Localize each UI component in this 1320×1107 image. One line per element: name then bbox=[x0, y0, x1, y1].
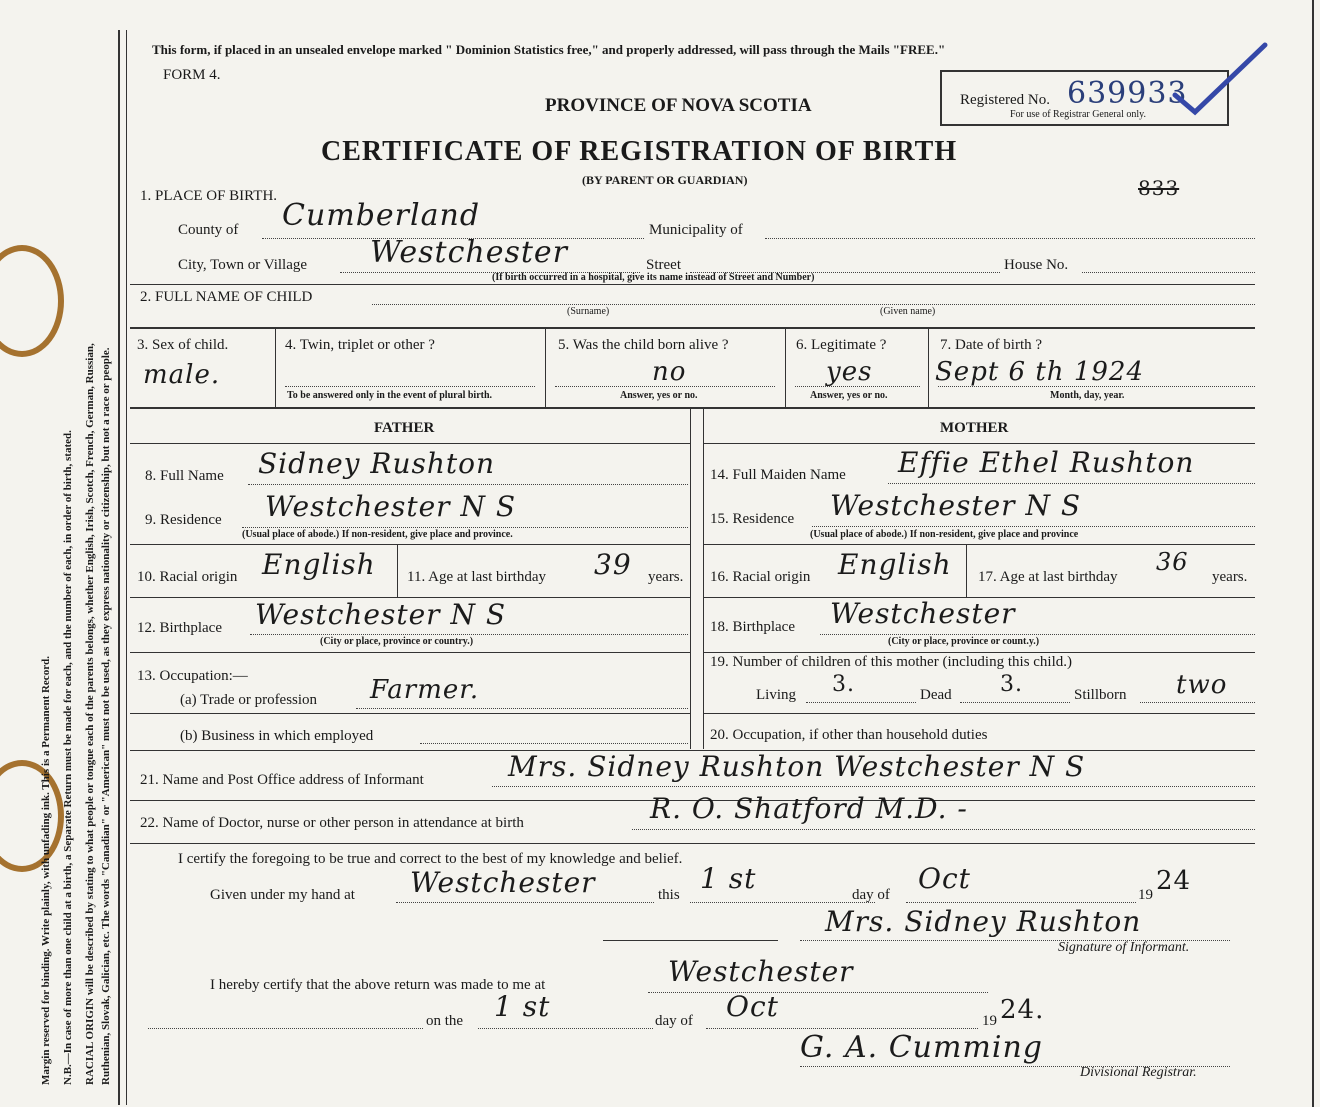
mother-racial-value: English bbox=[838, 548, 952, 581]
mother-name-dots bbox=[888, 483, 1255, 484]
margin-note-4: Ruthenian, Slovak, Galician, etc. The words "Canadian" or "American" must not be used, as they express nationality or citizenship, but not a race or people. bbox=[100, 347, 112, 1085]
mother-birthplace-value: Westchester bbox=[830, 597, 1016, 630]
father-residence-note: (Usual place of abode.) If non-resident, give place and province. bbox=[242, 529, 513, 540]
registrar-place: Westchester bbox=[668, 955, 854, 988]
father-trade-dots bbox=[356, 708, 688, 709]
on-the-label: on the bbox=[426, 1013, 464, 1029]
divider-parents bbox=[130, 407, 1255, 409]
sex-value: male. bbox=[143, 360, 221, 390]
cert-day-dots bbox=[690, 902, 875, 903]
binding-hole-bottom bbox=[0, 760, 64, 872]
father-occupation-label: 13. Occupation:— bbox=[137, 668, 248, 684]
father-birthplace-label: 12. Birthplace bbox=[137, 620, 222, 636]
mother-residence-note: (Usual place of abode.) If non-resident, give place and province bbox=[810, 529, 1079, 540]
mother-birthplace-dots bbox=[820, 634, 1255, 635]
father-business-dots bbox=[420, 743, 688, 744]
informant-dots bbox=[492, 786, 1255, 787]
binding-hole-top bbox=[0, 245, 64, 357]
mother-birthplace-note: (City or place, province or count.y.) bbox=[888, 636, 1040, 647]
father-rule-4 bbox=[130, 713, 690, 714]
margin-note-3: RACIAL ORIGIN will be described by stating to what people or tongue each of the parents belongs, whether English, Irish, Scotch, French, German, Russian, bbox=[84, 343, 96, 1085]
registrar-day-of-label: day of bbox=[655, 1013, 693, 1029]
given-name-note: (Given name) bbox=[880, 306, 936, 317]
mother-racial-divider bbox=[966, 545, 967, 597]
divider-2 bbox=[130, 284, 1255, 285]
twin-dots bbox=[285, 386, 535, 387]
sex-label: 3. Sex of child. bbox=[137, 337, 229, 353]
v-divider-3d bbox=[928, 329, 929, 407]
legitimate-note: Answer, yes or no. bbox=[810, 390, 888, 401]
crossed-number: 833 bbox=[1138, 176, 1180, 200]
v-divider-3c bbox=[785, 329, 786, 407]
place-of-birth-label: 1. PLACE OF BIRTH. bbox=[140, 188, 278, 204]
postal-note: This form, if placed in an unsealed envelope marked " Dominion Statistics free," and properly addressed, will pass through the Mails "FREE." bbox=[152, 42, 946, 57]
cert-year-prefix: 19 bbox=[1138, 887, 1153, 903]
registrar-year-prefix: 19 bbox=[982, 1013, 997, 1029]
cert-month-value: Oct bbox=[918, 862, 971, 895]
alive-dots bbox=[555, 386, 775, 387]
dead-value: 3. bbox=[1000, 672, 1023, 697]
checkmark-icon bbox=[1170, 40, 1270, 120]
legitimate-label: 6. Legitimate ? bbox=[796, 337, 887, 353]
certificate-subtitle: (BY PARENT OR GUARDIAN) bbox=[582, 173, 748, 187]
given-label: Given under my hand at bbox=[210, 887, 355, 903]
signature-label: Signature of Informant. bbox=[1058, 940, 1190, 955]
registrar-year-suffix: 24. bbox=[1000, 995, 1045, 1025]
registrar-place-dots bbox=[648, 992, 988, 993]
v-divider-3a bbox=[275, 329, 276, 407]
mother-residence-label: 15. Residence bbox=[710, 511, 795, 527]
right-edge bbox=[1312, 0, 1314, 1107]
mother-age-label: 17. Age at last birthday bbox=[978, 569, 1118, 585]
cert-year-suffix: 24 bbox=[1156, 866, 1192, 896]
mother-rule-3 bbox=[704, 652, 1255, 653]
alive-label: 5. Was the child born alive ? bbox=[558, 337, 729, 353]
father-residence-dots bbox=[242, 527, 688, 528]
left-border-inner bbox=[126, 30, 127, 1105]
legitimate-value: yes bbox=[826, 357, 873, 387]
father-heading-rule bbox=[130, 443, 690, 444]
cert-month-dots bbox=[906, 902, 1136, 903]
registered-label: Registered No. bbox=[960, 92, 1050, 108]
dead-label: Dead bbox=[920, 687, 952, 703]
child-name-label: 2. FULL NAME OF CHILD bbox=[140, 289, 313, 305]
registered-number: 639933 bbox=[1067, 76, 1188, 111]
dob-note: Month, day, year. bbox=[1050, 390, 1125, 401]
divider-certification bbox=[130, 843, 1255, 844]
municipality-label: Municipality of bbox=[649, 222, 743, 238]
informant-signature: Mrs. Sidney Rushton bbox=[825, 905, 1142, 938]
father-name-dots bbox=[248, 484, 688, 485]
father-residence-label: 9. Residence bbox=[145, 512, 222, 528]
registrar-month-value: Oct bbox=[726, 990, 779, 1023]
living-dots bbox=[806, 702, 916, 703]
center-divider bbox=[690, 409, 691, 749]
father-name-value: Sidney Rushton bbox=[258, 447, 496, 480]
registrar-month-dots bbox=[706, 1028, 978, 1029]
father-birthplace-note: (City or place, province or country.) bbox=[320, 636, 474, 647]
house-label: House No. bbox=[1004, 257, 1069, 273]
registrar-lead-dots bbox=[148, 1028, 423, 1029]
father-racial-divider bbox=[397, 545, 398, 597]
doctor-label: 22. Name of Doctor, nurse or other person in attendance at birth bbox=[140, 815, 524, 831]
registrar-note: For use of Registrar General only. bbox=[1010, 109, 1146, 120]
father-years-label: years. bbox=[648, 569, 684, 585]
mother-rule-4 bbox=[704, 713, 1255, 714]
mother-rule-1 bbox=[704, 544, 1255, 545]
mother-residence-dots bbox=[812, 526, 1255, 527]
living-value: 3. bbox=[832, 672, 855, 697]
divider-3 bbox=[130, 327, 1255, 329]
dob-value: Sept 6 th 1924 bbox=[935, 357, 1144, 387]
father-heading: FATHER bbox=[374, 420, 435, 436]
margin-note-1: Margin reserved for binding. Write plainly, with unfading ink. This is a Permanent Record. bbox=[40, 656, 52, 1085]
city-value: Westchester bbox=[370, 235, 569, 270]
mother-children-label: 19. Number of children of this mother (including this child.) bbox=[710, 654, 1073, 670]
street-label: Street bbox=[646, 257, 681, 273]
county-label: County of bbox=[178, 222, 239, 238]
stillborn-dots bbox=[1140, 702, 1255, 703]
cert-short-rule bbox=[603, 940, 778, 941]
certificate-title: CERTIFICATE OF REGISTRATION OF BIRTH bbox=[321, 136, 958, 167]
surname-note: (Surname) bbox=[567, 306, 610, 317]
father-rule-3 bbox=[130, 652, 690, 653]
mother-occupation-label: 20. Occupation, if other than household duties bbox=[710, 727, 988, 743]
county-value: Cumberland bbox=[282, 198, 481, 233]
father-rule-1 bbox=[130, 544, 690, 545]
mother-residence-value: Westchester N S bbox=[830, 489, 1082, 522]
form-number: FORM 4. bbox=[163, 67, 221, 83]
v-divider-3b bbox=[545, 329, 546, 407]
father-birthplace-value: Westchester N S bbox=[255, 598, 507, 631]
mother-heading: MOTHER bbox=[940, 420, 1009, 436]
father-trade-label: (a) Trade or profession bbox=[180, 692, 318, 708]
hospital-note: (If birth occurred in a hospital, give its name instead of Street and Number) bbox=[492, 272, 815, 283]
doctor-dots bbox=[632, 829, 1255, 830]
dob-label: 7. Date of birth ? bbox=[940, 337, 1043, 353]
registrar-day-dots bbox=[478, 1028, 653, 1029]
father-age-value: 39 bbox=[594, 548, 632, 581]
given-place: Westchester bbox=[410, 866, 596, 899]
mother-racial-label: 16. Racial origin bbox=[710, 569, 811, 585]
province-heading: PROVINCE OF NOVA SCOTIA bbox=[545, 95, 812, 116]
left-border bbox=[118, 30, 120, 1105]
registrar-signature: G. A. Cumming bbox=[800, 1030, 1043, 1065]
twin-note: To be answered only in the event of plural birth. bbox=[287, 390, 493, 401]
stillborn-value: two bbox=[1176, 670, 1228, 700]
stillborn-label: Stillborn bbox=[1074, 687, 1127, 703]
certification-statement: I certify the foregoing to be true and correct to the best of my knowledge and belief. bbox=[178, 851, 683, 867]
alive-note: Answer, yes or no. bbox=[620, 390, 698, 401]
mother-name-value: Effie Ethel Rushton bbox=[898, 446, 1195, 479]
municipality-dots bbox=[765, 238, 1255, 239]
dob-dots bbox=[938, 386, 1255, 387]
this-label: this bbox=[658, 887, 680, 903]
registrar-signature-label: Divisional Registrar. bbox=[1080, 1065, 1197, 1080]
mother-age-value: 36 bbox=[1156, 548, 1189, 576]
cert-day-value: 1 st bbox=[700, 862, 757, 895]
mother-birthplace-label: 18. Birthplace bbox=[710, 619, 795, 635]
mother-heading-rule bbox=[704, 443, 1255, 444]
informant-value: Mrs. Sidney Rushton Westchester N S bbox=[508, 750, 1086, 783]
given-place-dots bbox=[396, 902, 654, 903]
doctor-value: R. O. Shatford M.D. - bbox=[650, 792, 968, 825]
father-trade-value: Farmer. bbox=[370, 675, 480, 705]
informant-label: 21. Name and Post Office address of Informant bbox=[140, 772, 424, 788]
father-business-label: (b) Business in which employed bbox=[180, 728, 374, 744]
father-racial-value: English bbox=[262, 548, 376, 581]
child-name-dots bbox=[372, 304, 1255, 305]
father-birthplace-dots bbox=[250, 634, 688, 635]
house-dots bbox=[1082, 272, 1255, 273]
mother-years-label: years. bbox=[1212, 569, 1248, 585]
mother-name-label: 14. Full Maiden Name bbox=[710, 467, 846, 483]
twin-label: 4. Twin, triplet or other ? bbox=[285, 337, 435, 353]
margin-note-2: N.B.—In case of more than one child at a birth, a Separate Return must be made for each, and the number of each, in order of birth, stated. bbox=[62, 430, 74, 1085]
alive-value: no bbox=[652, 357, 687, 387]
registrar-statement: I hereby certify that the above return was made to me at bbox=[210, 977, 546, 993]
cert-day-of-label: day of bbox=[852, 887, 890, 903]
dead-dots bbox=[960, 702, 1070, 703]
father-racial-label: 10. Racial origin bbox=[137, 569, 238, 585]
registrar-day-value: 1 st bbox=[494, 990, 551, 1023]
legit-dots bbox=[795, 386, 920, 387]
city-label: City, Town or Village bbox=[178, 257, 308, 273]
father-name-label: 8. Full Name bbox=[145, 468, 224, 484]
father-residence-value: Westchester N S bbox=[265, 490, 517, 523]
center-divider-b bbox=[703, 409, 704, 749]
living-label: Living bbox=[756, 687, 796, 703]
father-age-label: 11. Age at last birthday bbox=[407, 569, 546, 585]
